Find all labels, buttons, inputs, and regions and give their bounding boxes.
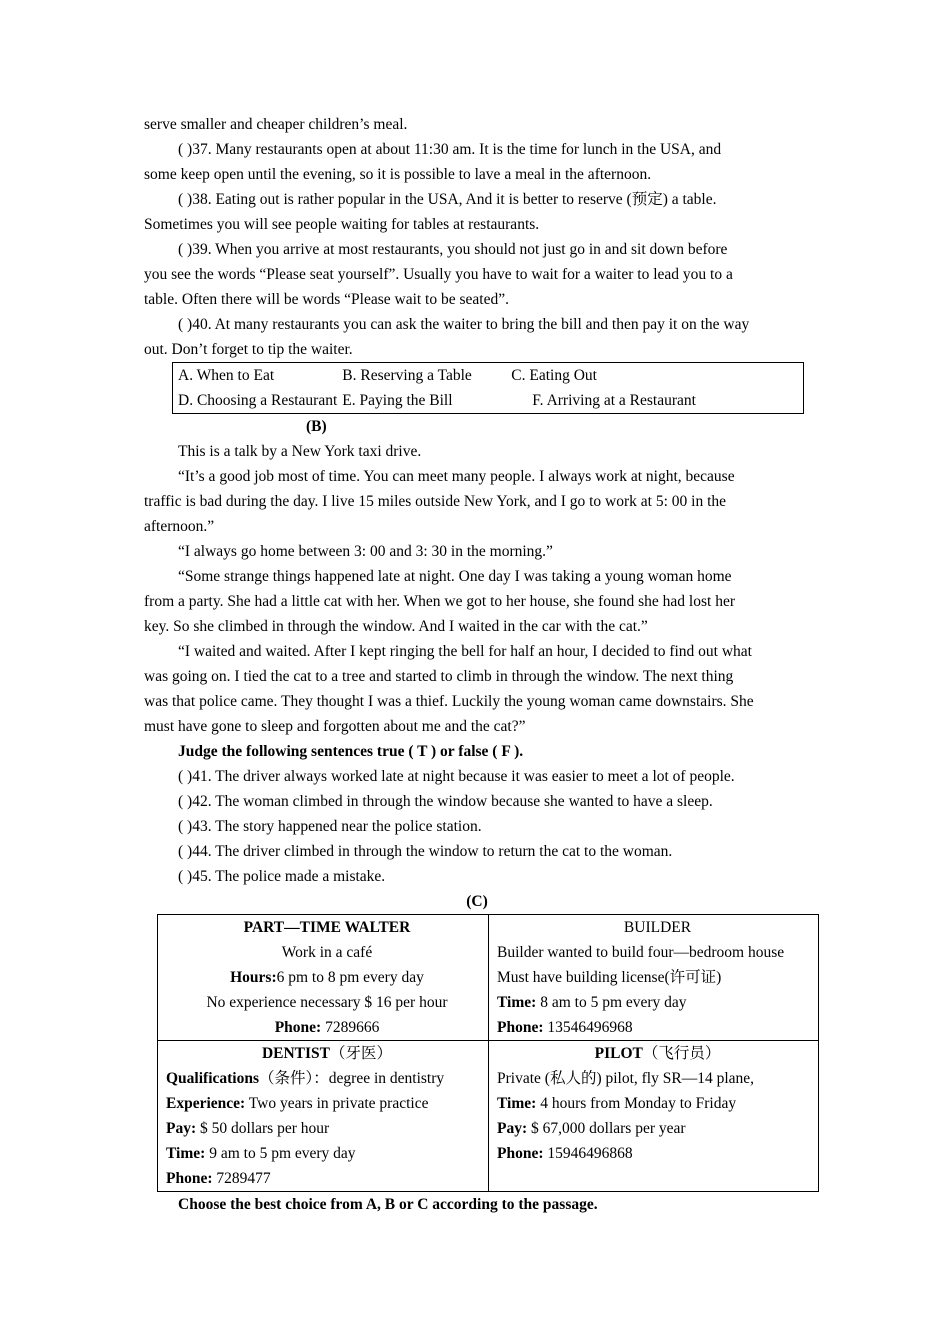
builder-phone (497, 1015, 818, 1040)
dentist-qual-value: degree in dentistry (328, 1070, 445, 1087)
pilot-pay-label: Pay: (497, 1120, 528, 1137)
dentist-time-label: Time: (166, 1145, 206, 1162)
walter-line3: No experience necessary $ 16 per hour (206, 994, 448, 1011)
builder-phone-value: 13546496968 (543, 1019, 633, 1036)
question-37-cont: some keep open until the evening, so it is possible to lave a meal in the afternoon. (144, 166, 652, 183)
pilot-pay (497, 1116, 818, 1141)
question-43: ( )43. The story happened near the police station. (178, 818, 482, 835)
pilot-title (497, 1041, 818, 1066)
ad-dentist (158, 1041, 489, 1192)
pilot-title-cn: （飞行员） (642, 1045, 721, 1062)
paragraph-1-cont: traffic is bad during the day. I live 15 miles outside New York, and I go to work at 5: 00 in the (144, 493, 727, 510)
ad-walter (158, 915, 489, 1041)
dentist-title-cn: （牙医） (330, 1045, 393, 1062)
document-page (144, 112, 806, 1217)
pilot-time-label: Time: (497, 1095, 537, 1112)
pilot-phone-value: 15946496868 (543, 1145, 633, 1162)
walter-phone-value: 7289666 (321, 1019, 380, 1036)
choose-instruction-text: Choose the best choice from A, B or C according to the passage. (178, 1196, 598, 1213)
builder-time-label: Time: (497, 994, 537, 1011)
option-e: E. Paying the Bill (342, 392, 453, 409)
intro-tail: serve smaller and cheaper children’s meal. (144, 116, 408, 133)
option-f: F. Arriving at a Restaurant (532, 392, 696, 409)
job-ads-table (157, 914, 819, 1192)
builder-time (497, 990, 818, 1015)
question-39: ( )39. When you arrive at most restaurants, you should not just go in and sit down before (178, 241, 728, 258)
dentist-phone-label: Phone: (166, 1170, 213, 1187)
dentist-exp-value: Two years in private practice (245, 1095, 429, 1112)
question-40: ( )40. At many restaurants you can ask the waiter to bring the bill and then pay it on the way (178, 316, 750, 333)
walter-phone (166, 1015, 488, 1040)
dentist-qual-label: Qualifications (166, 1070, 260, 1087)
paragraph-1: “It’s a good job most of time. You can meet many people. I always work at night, because (178, 468, 735, 485)
paragraph-3-cont2: key. So she climbed in through the window. And I waited in the car with the cat.” (144, 618, 648, 635)
dentist-pay-label: Pay: (166, 1120, 197, 1137)
option-c: C. Eating Out (511, 367, 597, 384)
pilot-pay-value: $ 67,000 dollars per year (527, 1120, 686, 1137)
paragraph-3: “Some strange things happened late at night. One day I was taking a young woman home (178, 568, 732, 585)
choose-instruction (144, 1192, 806, 1217)
dentist-time (166, 1141, 488, 1166)
section-b-intro: This is a talk by a New York taxi drive. (178, 443, 422, 460)
builder-time-value: 8 am to 5 pm every day (536, 994, 687, 1011)
paragraph-4-cont3: must have gone to sleep and forgotten about me and the cat?” (144, 718, 526, 735)
question-40-cont: out. Don’t forget to tip the waiter. (144, 341, 353, 358)
builder-line1: Builder wanted to build four—bedroom house (497, 944, 785, 961)
section-b-label: (B) (306, 418, 327, 435)
dentist-pay-value: $ 50 dollars per hour (196, 1120, 330, 1137)
pilot-phone (497, 1141, 818, 1166)
question-37: ( )37. Many restaurants open at about 11:30 am. It is the time for lunch in the USA, and (178, 141, 722, 158)
dentist-qual-cn: （条件）： (259, 1070, 329, 1087)
paragraph-2: “I always go home between 3: 00 and 3: 30 in the morning.” (178, 543, 553, 560)
paragraph-4-cont2: was that police came. They thought I was a thief. Luckily the young woman came downstairs. She (144, 693, 754, 710)
section-c-label: (C) (466, 893, 488, 910)
dentist-title-text: DENTIST (261, 1045, 331, 1062)
question-44: ( )44. The driver climbed in through the window to return the cat to the woman. (178, 843, 673, 860)
question-38: ( )38. Eating out is rather popular in the USA, And it is better to reserve (预定) a table. (178, 191, 717, 208)
walter-title: PART—TIME WALTER (243, 919, 411, 936)
dentist-pay (166, 1116, 488, 1141)
judge-instruction (144, 739, 806, 764)
dentist-exp-label: Experience: (166, 1095, 246, 1112)
builder-line2: Must have building license(许可证) (497, 969, 722, 986)
dentist-time-value: 9 am to 5 pm every day (205, 1145, 356, 1162)
paragraph-3-cont: from a party. She had a little cat with her. When we got to her house, she found she had lost her (144, 593, 735, 610)
pilot-time-value: 4 hours from Monday to Friday (536, 1095, 737, 1112)
ad-pilot (489, 1041, 819, 1192)
pilot-spacer (497, 1166, 818, 1191)
question-39-cont: you see the words “Please seat yourself”. Usually you have to wait for a waiter to lead you to a (144, 266, 733, 283)
question-41: ( )41. The driver always worked late at night because it was easier to meet a lot of people. (178, 768, 735, 785)
builder-phone-label: Phone: (497, 1019, 544, 1036)
dentist-phone-value: 7289477 (212, 1170, 271, 1187)
walter-line1: Work in a café (281, 944, 373, 961)
dentist-phone (166, 1166, 488, 1191)
option-a: A. When to Eat (178, 367, 275, 384)
ad-builder (489, 915, 819, 1041)
option-d: D. Choosing a Restaurant (178, 392, 338, 409)
option-b: B. Reserving a Table (342, 367, 472, 384)
dentist-title (166, 1041, 488, 1066)
paragraph-4-cont: was going on. I tied the cat to a tree and started to climb in through the window. The next thing (144, 668, 734, 685)
dentist-experience (166, 1091, 488, 1116)
question-42: ( )42. The woman climbed in through the window because she wanted to have a sleep. (178, 793, 713, 810)
options-box (172, 362, 804, 414)
pilot-time (497, 1091, 818, 1116)
walter-hours (166, 965, 488, 990)
builder-title: BUILDER (623, 919, 692, 936)
pilot-line1: Private (私人的) pilot, fly SR—14 plane, (497, 1070, 755, 1087)
pilot-title-text: PILOT (594, 1045, 643, 1062)
judge-instruction-text: Judge the following sentences true ( T ) or false ( F ). (178, 743, 524, 760)
walter-hours-value: 6 pm to 8 pm every day (276, 969, 424, 986)
question-38-cont: Sometimes you will see people waiting for tables at restaurants. (144, 216, 540, 233)
dentist-qualifications (166, 1066, 488, 1091)
paragraph-1-cont2: afternoon.” (144, 518, 215, 535)
question-45: ( )45. The police made a mistake. (178, 868, 386, 885)
walter-phone-label: Phone: (274, 1019, 322, 1036)
pilot-phone-label: Phone: (497, 1145, 544, 1162)
question-39-cont2: table. Often there will be words “Please wait to be seated”. (144, 291, 509, 308)
paragraph-4: “I waited and waited. After I kept ringing the bell for half an hour, I decided to find out what (178, 643, 752, 660)
walter-hours-label: Hours: (230, 969, 277, 986)
